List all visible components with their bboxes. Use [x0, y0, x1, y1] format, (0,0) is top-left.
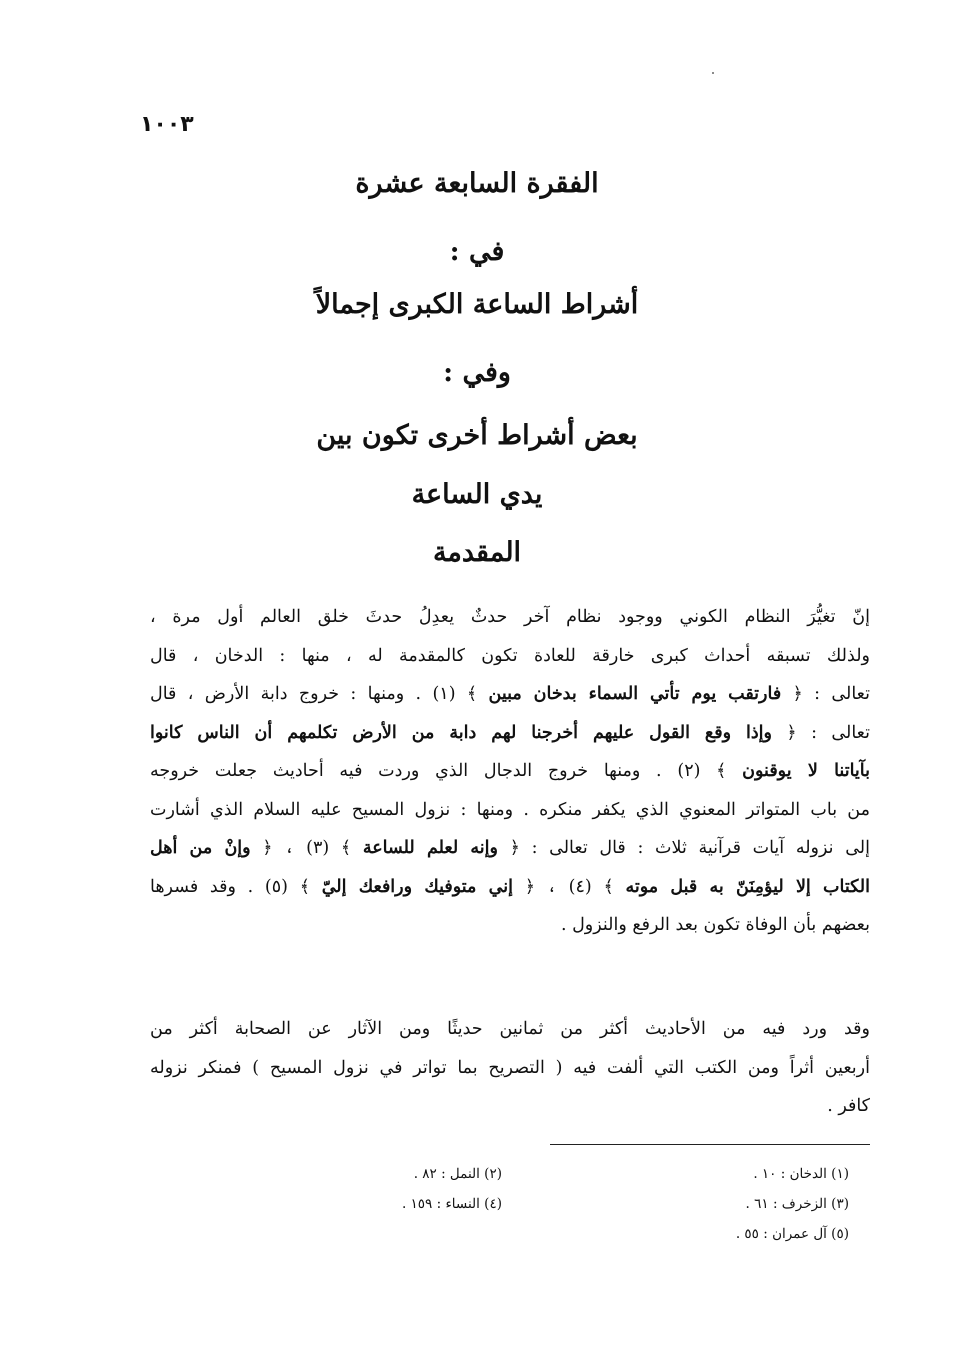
text-line [150, 752, 870, 791]
scan-speck [712, 72, 714, 74]
quran-verse: وإنه لعلم للساعة [362, 838, 498, 858]
footnote-1: (١) الدخان : ١٠ . [753, 1166, 849, 1182]
text-line: ولذلك تسبقه أحداث كبرى خارقة للعادة تكون كالمقدمة له ، منها : الدخان ، قال [150, 645, 870, 666]
text-segment: ﴾ (٥) . وقد فسرها [150, 876, 322, 897]
text-line [150, 829, 870, 868]
text-line: بعضهم بأن الوفاة تكون بعد الرفع والنزول . [560, 915, 870, 935]
heading-before-hour: يدي الساعة [411, 479, 543, 510]
footnote-2: (٢) النمل : ٨٢ . [413, 1166, 502, 1182]
text-line: كافر . [827, 1096, 870, 1116]
paragraph-1 [150, 598, 870, 945]
heading-in-1: في : [449, 236, 505, 267]
text-segment: ﴾ (١) . ومنها : خروج دابة الأرض ، قال [150, 684, 489, 704]
quran-verse: فارتقب يوم تأتي السماء بدخان مبين [488, 684, 782, 704]
quran-verse: وإذا وقع القول عليهم أخرجنا لهم دابة من الأرض تكلمهم أن الناس كانوا [150, 722, 772, 743]
text-line: من باب المتواتر المعنوي الذي يكفر منكره . ومنها : نزول المسيح عليه السلام الذي أشارت [150, 799, 870, 820]
page-number: ١٠٠٣ [140, 112, 194, 137]
text-line: أربعين أثراً ومن الكتب التي ألفت فيه ( التصريح بما تواتر في نزول المسيح ) فمنكر نزوله [150, 1057, 870, 1078]
text-segment: تعالى : ﴿ [771, 722, 870, 743]
footnote-separator [550, 1144, 870, 1145]
heading-in-2: وفي : [443, 357, 511, 388]
quran-verse: إني متوفيك ورافعك إليّ [321, 876, 513, 897]
text-segment: إلى نزوله آيات قرآنية ثلاث : قال تعالى : ﴿ [497, 838, 870, 858]
text-segment: ﴾ (٤) ، ﴿ [513, 876, 626, 897]
footnote-3: (٣) الزخرف : ٦١ . [745, 1196, 849, 1212]
text-segment: ﴾ (٢) . ومنها خروج الدجال الذي وردت فيه أحاديث جعلت خروجه [150, 761, 743, 781]
text-line [150, 868, 870, 907]
heading-introduction: المقدمة [432, 537, 522, 568]
footnote-4: (٤) النساء : ١٥٩ . [401, 1196, 502, 1212]
text-line: وقد ورد فيه من الأحاديث أكثر من ثمانين حديثًا ومن الآثار عن الصحابة أكثر من [150, 1019, 870, 1039]
paragraph-2 [150, 1010, 870, 1126]
text-segment: تعالى : ﴿ [781, 684, 870, 704]
text-segment: ﴾ (٣) ، ﴿ [250, 838, 363, 858]
heading-major-signs: أشراط الساعة الكبرى إجمالاً [315, 289, 639, 320]
quran-verse: الكتاب إلا ليؤمِنَنّ به قبل موته [625, 876, 870, 897]
footnote-5: (٥) آل عمران : ٥٥ . [735, 1226, 849, 1242]
quran-verse: وإنْ من أهل [150, 838, 251, 858]
quran-verse: بآياتنا لا يوقنون [742, 761, 870, 781]
text-line [150, 714, 870, 753]
heading-other-signs: بعض أشراط أخرى تكون بين [316, 420, 638, 451]
text-line [150, 675, 870, 714]
heading-section-title: الفقرة السابعة عشرة [355, 168, 599, 199]
text-line: إنّ تغيُّرَ النظام الكوني ووجود نظام آخر حدثٌ يعدِلُ حدثَ خلق العالم أول مرة ، [150, 607, 870, 627]
